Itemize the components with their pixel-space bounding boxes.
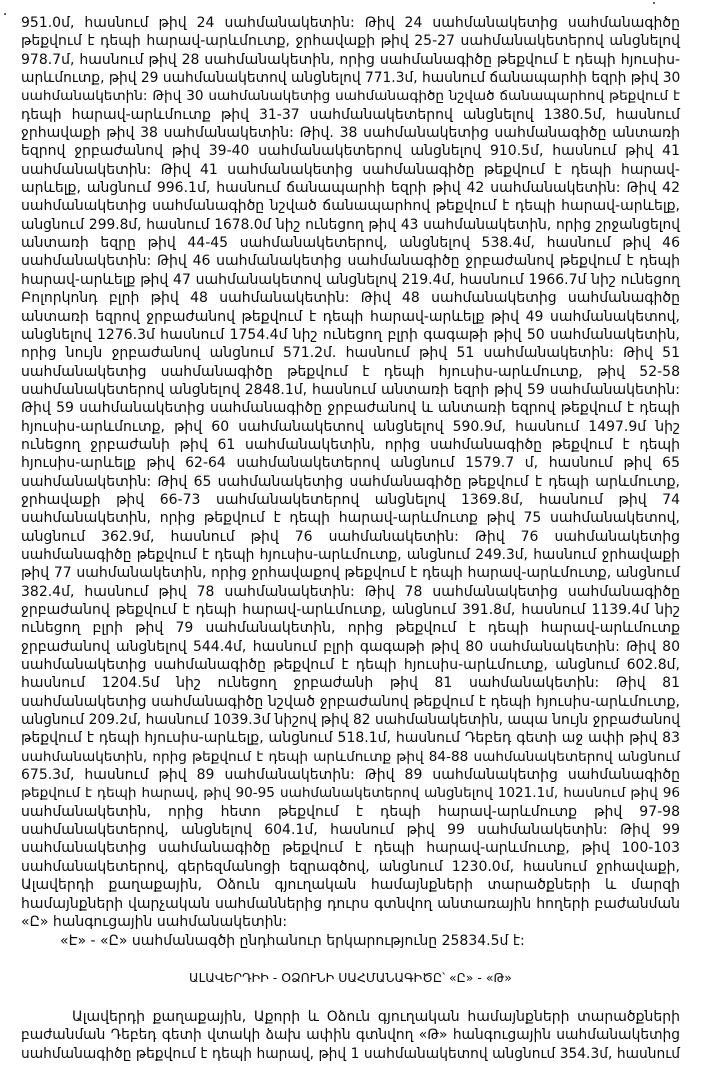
text-line: սահմանագիծը թեքվում է դեպի հարավ, թիվ 1 սահմանակետով անցնում 354.3մ, հասնում [21,1045,680,1062]
text-line: Ալավերդի քաղաքային, Օձուն գյուղական համայնքների տարածքների և մարզի [21,877,680,894]
text-line: սահմանակետից սահմանագիծը նշված ճանապարհով թեքվում է դեպի հարավ-արևելք, [21,198,680,215]
text-line: 978.7մ, հասնում թիվ 28 սահմանակետին, որից սահմանագիծը թեքվում է դեպի հյուսիս- [21,51,680,68]
section-heading: ԱԼԱՎԵՐԴԻԻ - ՕՁՈՒՆԻ ՍԱՀՄԱՆԱԳԻԾԸ՝ «Ը» - «Թ» [189,970,512,985]
text-line: անցնելով 1276.3մ հասնում 1754.4մ նիշ ունեցող բլրի գագաթի թիվ 50 սահմանակետին, [21,326,680,343]
text-line: սահմանակետից սահմանագիծը նշված ջրբաժանով թեքվում է դեպի հյուսիս-արևմուտք, [21,693,680,710]
text-line: որից նույն ջրբաժանով անցնում 571.2մ. հասնում թիվ 51 սահմանակետին: Թիվ 51 [21,345,680,362]
scan-speck [653,2,655,4]
text-line: ունեցող բլրի թիվ 79 սահմանակետին, որից թեքվում է դեպի հարավ-արևմուտք [21,620,680,637]
text-line: ջրբաժանով անցնելով 544.4մ, հասնում բլրի գագաթի թիվ 80 սահմանակետին: Թիվ 80 [21,638,680,655]
text-line: «Ը» հանգուցային սահմանակետին: [21,913,288,930]
text-line: արևելք, անցնում 996.1մ, հասնում ճանապարհի եզրի թիվ 42 սահմանակետին: Թիվ 42 [21,180,680,197]
text-line: սահմանակետին: Թիվ 41 սահմանակետից սահմանագիծը թեքվում է դեպի հարավ- [21,161,680,178]
boundary-description-paragraph [21,14,680,931]
text-line: Բոլորկոնդ բլրի թիվ 48 սահմանակետին: Թիվ 48 սահմանակետից սահմանագիծը [21,290,680,307]
text-line: բաժանման Դեբեդ գետի վտակի ձախ ափին գտնվող «Թ» հանգուցային սահմանակետից [21,1027,680,1044]
boundary-length-summary: «Է» - «Ը» սահմանագծի ընդհանուր երկարությունը 25834.5մ է: [60,932,525,949]
text-line: անտառի եզրը թիվ 44-45 սահմանակետերով, անցնելով 538.4մ, հասնում թիվ 46 [21,235,680,252]
text-line: ունեցող ջրբաժանի թիվ 61 սահմանակետին, որից սահմանագիծը թեքվում է դեպի [21,436,680,453]
text-line: թեքվում է դեպի հարավ, թիվ 90-95 սահմանակետերով անցնելով 1021.1մ, հասնում թիվ 96 [21,785,680,802]
text-line: սահմանակետերով, անցնելով 604.1մ, հասնում թիվ 99 սահմանակետին: Թիվ 99 [21,822,680,839]
text-line: ջրբաժանով թեքվում է դեպի հարավ-արևմուտք, անցնում 391.8մ, հասնում 1139.4մ նիշ [21,602,680,618]
text-line: անցնում 362.9մ, հասնում թիվ 76 սահմանակետին: Թիվ 76 սահմանակետից [21,528,680,545]
scan-speck [4,13,6,15]
text-line: սահմանակետին, որից հետո թեքվում է դեպի հարավ-արևմուտք թիվ 97-98 [21,803,680,820]
text-line: թեքվում է դեպի հյուսիս-արևելք, անցնում 518.1մ, հասնում Դեբեդ գետի աջ ափի թիվ 83 [21,730,680,747]
text-line: եզրով ջրբաժանով թիվ 39-40 սահմանակետերով անցնելով 910.5մ, հասնում թիվ 41 [21,143,680,160]
text-line: անտառի եզրով ջրբաժանով թեքվում է դեպի հարավ-արևելք թիվ 49 սահմանակետով, [21,308,680,325]
text-line: 951.0մ, հասնում թիվ 24 սահմանակետին: Թիվ 24 սահմանակետից սահմանագիծը [21,15,680,31]
text-line: ջրհավաքի թիվ 38 սահմանակետին: Թիվ. 38 սահմանակետից սահմանագիծը անտառի [21,125,680,142]
text-line: Թիվ 59 սահմանակետից սահմանագիծը ջրբաժանով և անտառի եզրով թեքվում է դեպի [21,400,680,417]
text-line: սահմանակետերով, գերեզմանոցի եզրագծով, անցնում 1230.0մ, հասնում ջրհավաքի, [21,858,680,875]
text-line: սահմանակետին, որից թեքվում է դեպի արևմուտք թիվ 84-88 սահմանակետերով անցնում [21,748,680,765]
text-line: թիվ 77 սահմանակետին, որից ջրհավաքով թեքվում է դեպի հարավ-արևմուտք, անցնում [21,565,680,582]
text-line: 382.4մ, հասնում թիվ 78 սահմանակետին: Թիվ 78 սահմանակետից սահմանագիծը [21,583,680,600]
text-line: հարավ-արևելք թիվ 47 սահմանակետով անցնելով 219.4մ, հասնում 1966.7մ նիշ ունեցող [21,271,680,288]
text-line: ջրհավաքի թիվ 66-73 սահմանակետերով անցնելով 1369.8մ, հասնում թիվ 74 [21,491,680,508]
text-line: սահմանակետին: Թիվ 46 սահմանակետից սահմանագիծը ջրբաժանով թեքվում է դեպի [21,253,680,270]
text-line: արևմուտք, թիվ 29 սահմանակետով անցնելով 771.3մ, հասնում ճանապարհի եզրի թիվ 30 [21,70,681,87]
text-line: սահմանագիծը թեքվում է դեպի հյուսիս-արևմուտք, անցնում 249.3մ, հասնում ջրհավաքի [21,546,680,563]
text-line: համայնքների վարչական սահմաններից դուրս գտնվող անտառային հողերի բաժանման [21,895,680,912]
text-line: հասնում 1204.5մ նիշ ունեցող ջրբաժանի թիվ 81 սահմանակետին: Թիվ 81 [21,675,680,692]
text-line: անցնում 299.8մ, հասնում 1678.0մ նիշ ունեցող թիվ 43 սահմանակետին, որից շրջանցելով [21,216,680,233]
text-line: սահմանակետին: Թիվ 65 սահմանակետից սահմանագիծը թեքվում է դեպի արևմուտք, [21,473,680,490]
text-line: հյուսիս-արևմուտք, թիվ 60 սահմանակետով անցնելով 590.9մ, հասնում 1497.9մ նիշ [21,418,680,435]
text-line: սահմանակետից սահմանագիծը թեքվում է դեպի հյուսիս-արևմուտք, թիվ 52-58 [21,363,680,380]
text-line: սահմանակետերով անցնելով 2848.1մ, հասնում անտառի եզրի թիվ 59 սահմանակետին: [21,381,680,398]
boundary-description-paragraph-2 [21,1008,680,1063]
text-line: 675.3մ, հասնում թիվ 89 սահմանակետին: Թիվ 89 սահմանակետից սահմանագիծը [21,767,680,784]
text-line: սահմանակետին: Թիվ 30 սահմանակետից սահմանագիծը նշված ճանապարհով թեքվում է [21,88,680,105]
text-line: թեքվում է դեպի հարավ-արևմուտք, ջրհավաքի թիվ 25-27 սահմանակետերով անցնելով [21,33,680,50]
text-line: սահմանակետին, որից թեքվում է դեպի հարավ-արևմուտք թիվ 75 սահմանակետով, [21,510,680,527]
text-line: սահմանակետից սահմանագիծը թեքվում է դեպի հարավ-արևմուտք, թիվ 100-103 [21,840,680,857]
text-line: դեպի հարավ-արևմուտք թիվ 31-37 սահմանակետերով անցնելով 1380.5մ, հասնում [21,106,680,123]
text-line: անցնում 209.2մ, հասնում 1039.3մ նիշով թիվ 82 սահմանակետին, ապա նույն ջրբաժանով [21,712,680,729]
text-line: Ալավերդի քաղաքային, Աքորի և Օձուն գյուղական համայնքների տարածքների [72,1009,680,1025]
text-line: սահմանակետից սահմանագիծը թեքվում է դեպի հյուսիս-արևմուտք, անցնում 602.8մ, [21,657,680,674]
text-line: հյուսիս-արևելք թիվ 62-64 սահմանակետերով անցնում 1579.7 մ, հասնում թիվ 65 [21,455,680,472]
